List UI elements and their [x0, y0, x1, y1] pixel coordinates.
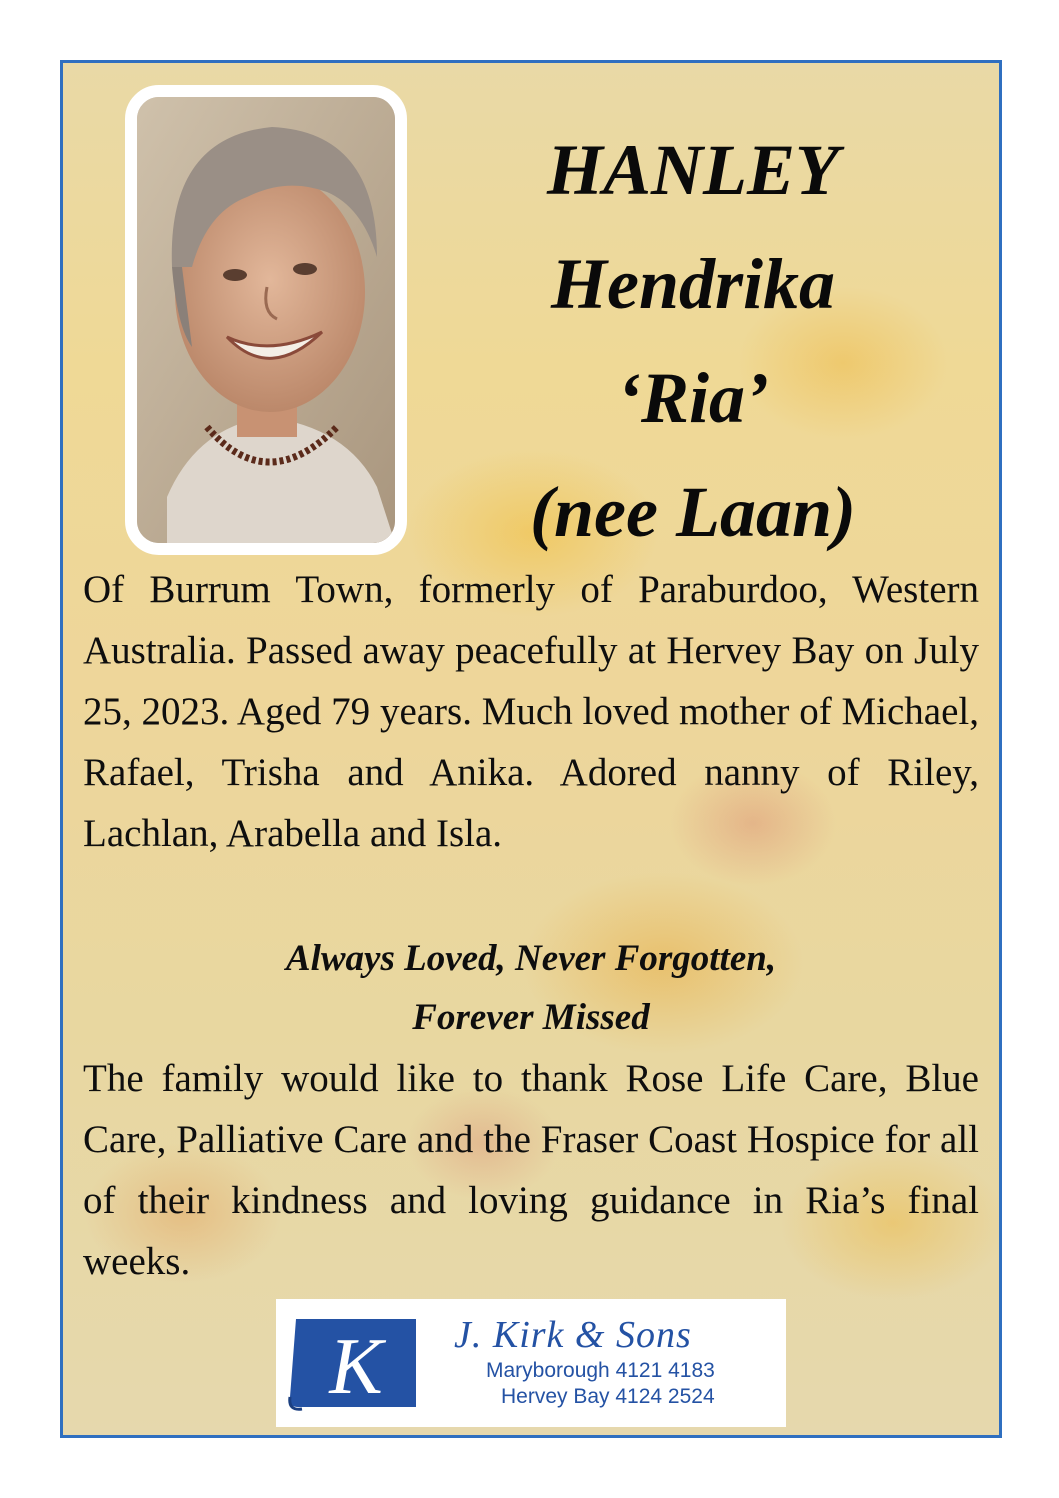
- nickname: ‘Ria’: [617, 358, 769, 438]
- surname: HANLEY: [546, 130, 839, 210]
- motto-line-2: Forever Missed: [412, 997, 650, 1038]
- hervey-bay-phone: Hervey Bay 4124 2524: [501, 1385, 715, 1408]
- name-heading: [483, 113, 903, 569]
- portrait-photo: [125, 85, 407, 555]
- funeral-director-name: J. Kirk & Sons: [454, 1314, 692, 1356]
- maryborough-phone: Maryborough 4121 4183: [486, 1359, 715, 1382]
- notice-paragraph-2: The family would like to thank Rose Life Care, Blue Care, Palliative Care and the Fraser Coast Hospice for all of their kindness and loving guidance in Ria’s final weeks.: [83, 1057, 979, 1283]
- notice-frame: [60, 60, 1002, 1438]
- maiden-name: (nee Laan): [530, 472, 856, 552]
- funeral-director-logo: [276, 1299, 786, 1427]
- logo-letter: K: [329, 1323, 383, 1411]
- given-name: Hendrika: [550, 244, 836, 324]
- motto-line-1: Always Loved, Never Forgotten,: [285, 938, 777, 979]
- motto: [83, 929, 979, 1047]
- notice-paragraph-1: Of Burrum Town, formerly of Paraburdoo, Western Australia. Passed away peacefully at Hervey Bay on July 25, 2023. Aged 79 years. Much loved mother of Michael, Rafael, Trisha and Anika. Adored nanny of Riley, Lachlan, Arabella and Isla.: [83, 568, 979, 855]
- kirk-k-monogram-icon: [286, 1311, 426, 1415]
